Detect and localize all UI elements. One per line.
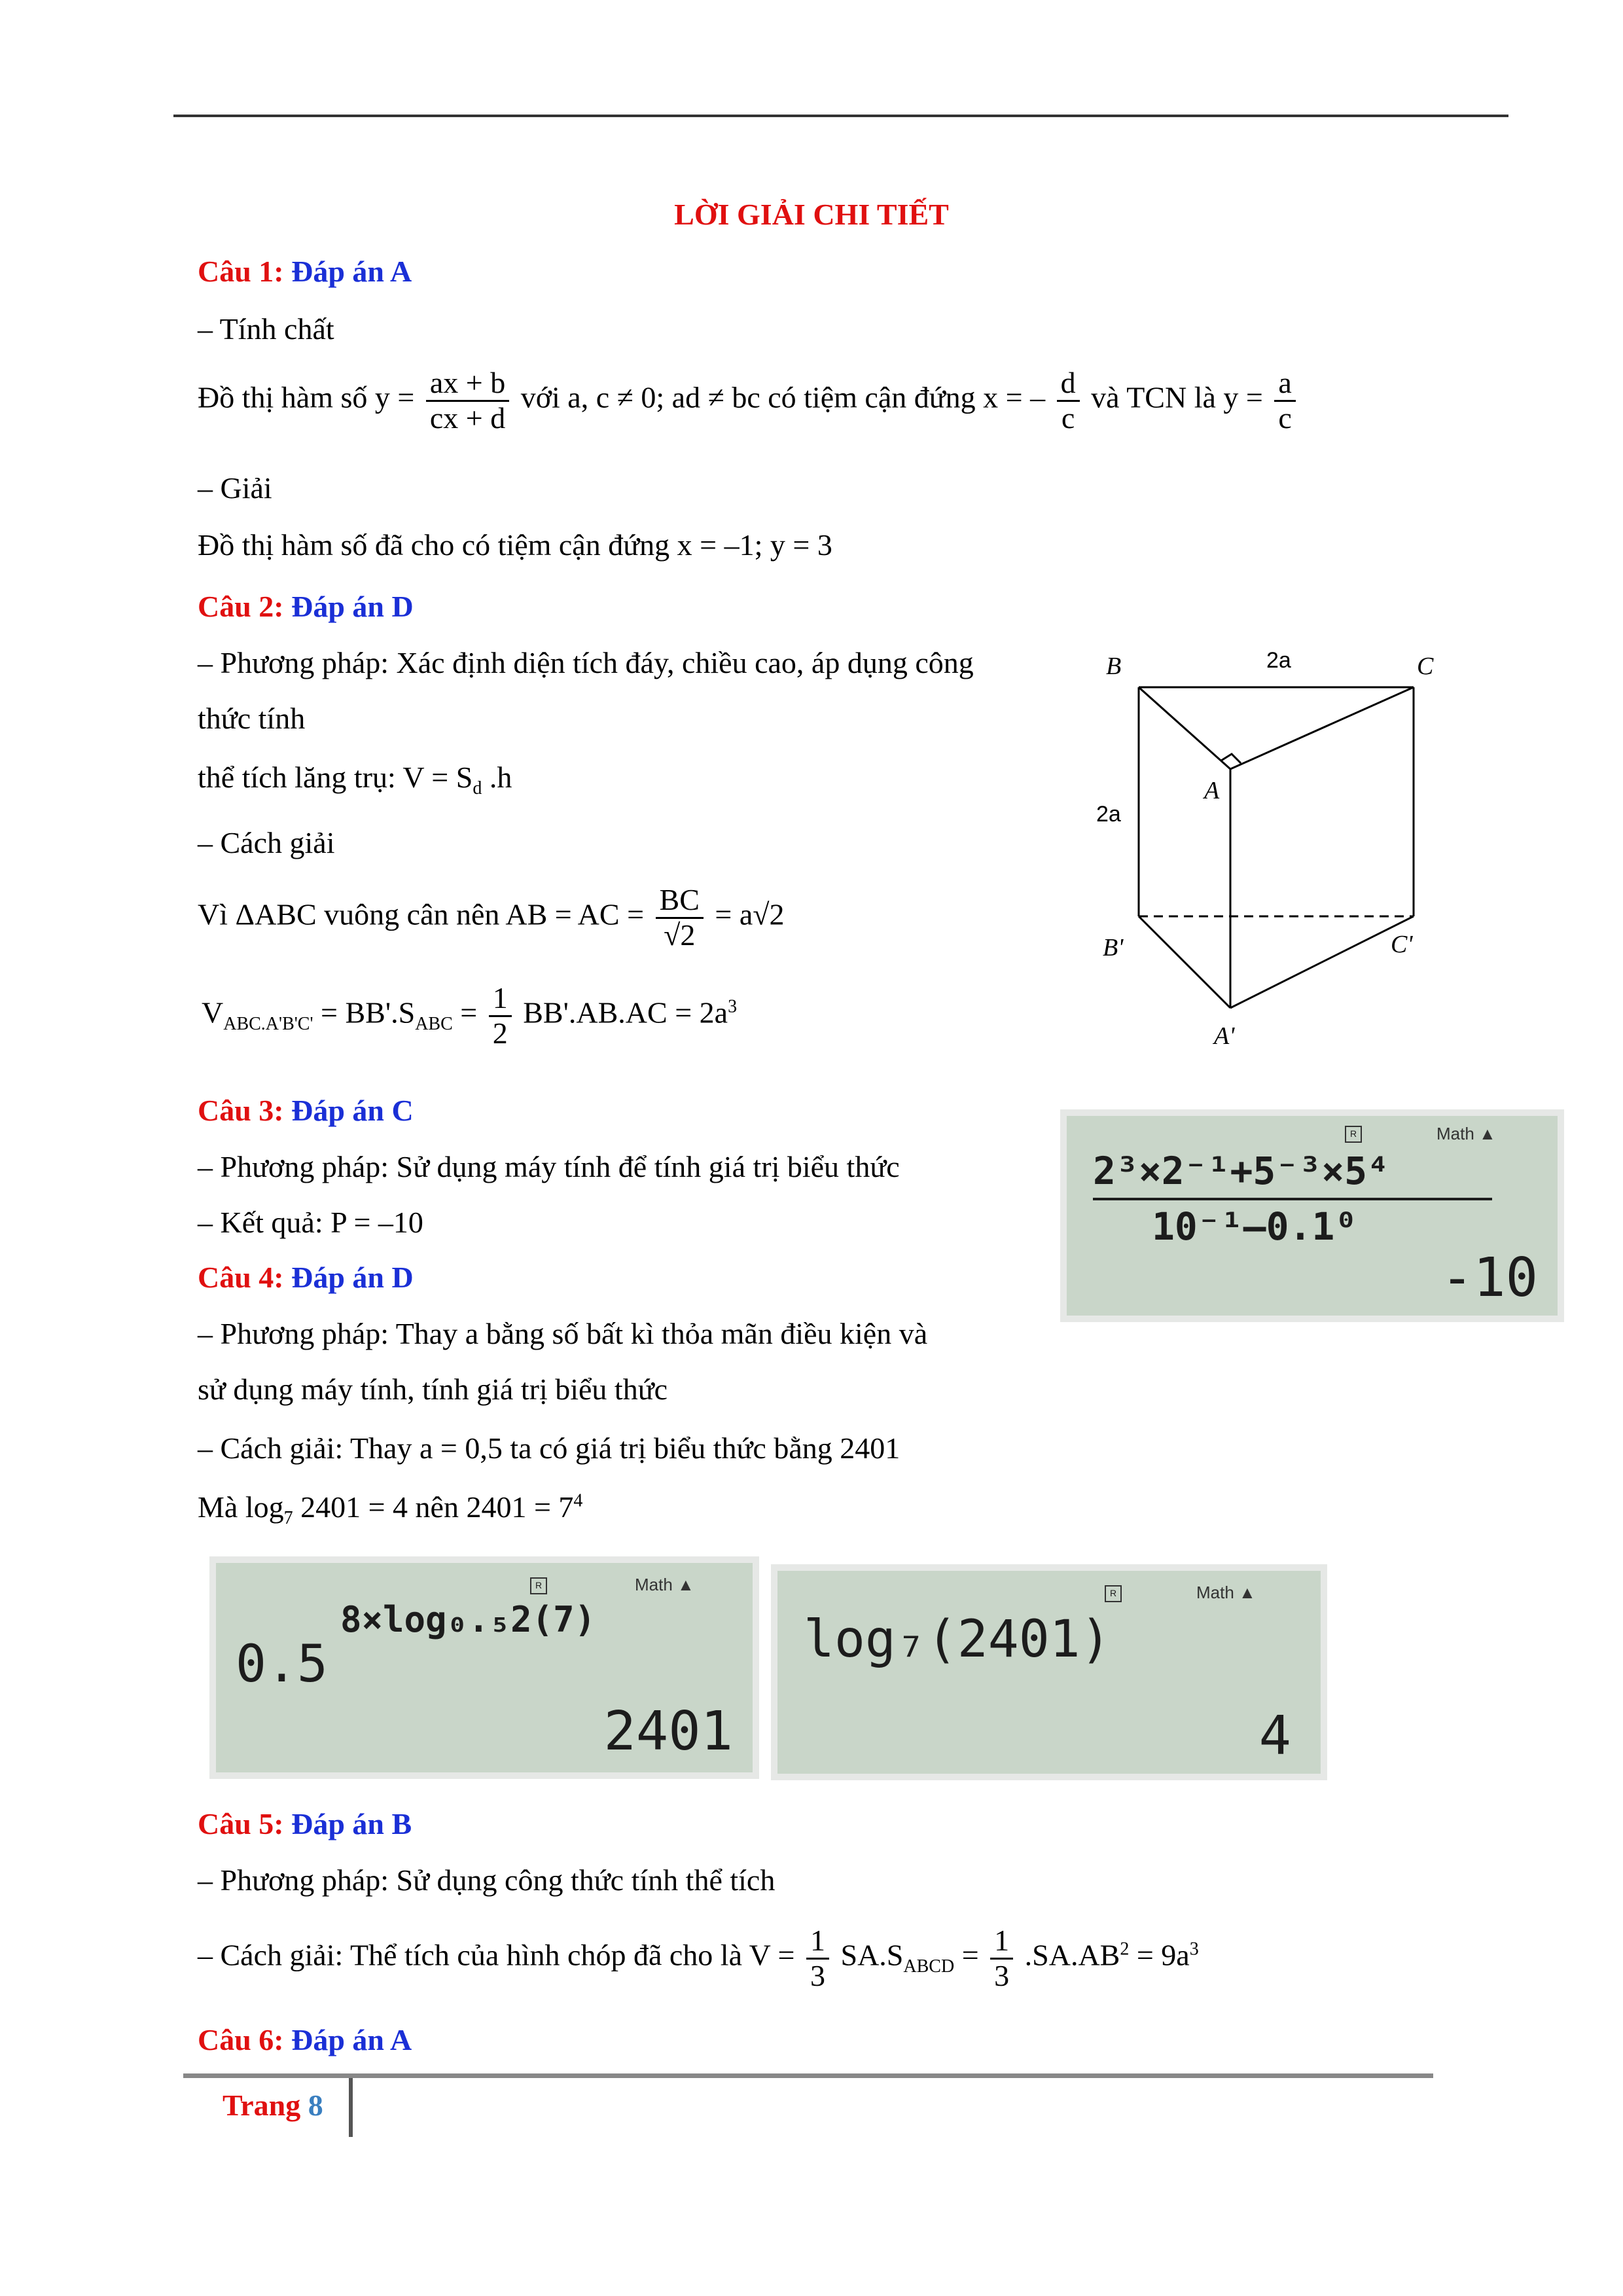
calc-fraction-bar [1093, 1198, 1492, 1200]
calc-indicator: R [530, 1577, 547, 1594]
q1-text-a: Đồ thị hàm số y = [198, 380, 415, 414]
calculator-display-q4-b [771, 1564, 1327, 1780]
q4-line-b: 2401 = 4 nên 2401 = 7 [293, 1490, 574, 1524]
question-5-title [198, 1806, 412, 1841]
q5-sup1: 2 [1120, 1939, 1130, 1960]
page-label: Trang [223, 2089, 301, 2122]
q5-frac2-den: 3 [994, 1958, 1010, 1992]
question-5-label: Câu 5: [198, 1807, 284, 1840]
q5-solve-line [198, 1924, 1199, 1992]
q5-solve-d: .SA.AB [1024, 1938, 1120, 1972]
q2-vol-sub: ABC.A'B'C' [223, 1013, 313, 1034]
q2-half-den: 2 [492, 1016, 508, 1050]
page-title: LỜI GIẢI CHI TIẾT [674, 198, 949, 231]
question-2-title [198, 589, 414, 624]
calc-output: 4 [1258, 1705, 1291, 1767]
q1-text-b: với a, c ≠ 0; ad ≠ bc có tiệm cận đứng x = – [520, 380, 1046, 414]
question-6-label: Câu 6: [198, 2023, 284, 2056]
q1-solve-label: – Giải [198, 471, 272, 505]
q2-method-line1: – Phương pháp: Xác định diện tích đáy, chiều cao, áp dụng công [198, 646, 974, 679]
question-2-answer: Đáp án D [291, 590, 414, 623]
calc-denominator: 10⁻¹–0.1⁰ [1152, 1204, 1358, 1249]
q2-vol-a: V [202, 996, 224, 1030]
calculator-display-q3 [1060, 1109, 1564, 1322]
q1-fraction-1 [426, 367, 509, 435]
q1-frac2-num: d [1057, 367, 1080, 402]
calc-output: 2401 [603, 1700, 733, 1763]
q1-property-line [198, 367, 1300, 435]
q4-log-line [198, 1489, 582, 1530]
q5-solve-b: SA.S [840, 1938, 904, 1972]
page-number: 8 [308, 2089, 323, 2122]
prism-figure [1086, 641, 1453, 1067]
question-5-answer: Đáp án B [291, 1807, 412, 1840]
q1-frac2-den: c [1061, 401, 1075, 435]
question-2-label: Câu 2: [198, 590, 284, 623]
q4-method-line1: – Phương pháp: Thay a bằng số bất kì thỏa mãn điều kiện và [198, 1317, 928, 1350]
right-angle-mark [1221, 754, 1241, 763]
q4-line-sup: 4 [573, 1490, 583, 1511]
calculator-display-q4-a [209, 1556, 759, 1779]
q2-solve-label: – Cách giải [198, 826, 335, 859]
q1-fraction-2 [1057, 367, 1080, 435]
q5-sup2: 3 [1189, 1939, 1199, 1960]
edge-ac-bottom [1230, 916, 1414, 1008]
q5-solve-a: – Cách giải: Thể tích của hình chóp đã cho là V = [198, 1938, 795, 1972]
label-a: A [1204, 777, 1220, 804]
q2-line-a: Vì ΔABC vuông cân nên AB = AC = [198, 897, 645, 931]
calc-mode: Math ▲ [1436, 1124, 1496, 1143]
calc-expression: log₇(2401) [804, 1610, 1111, 1669]
q2-ab-ac-line [198, 884, 785, 952]
q1-frac1-den: cx + d [429, 401, 506, 435]
calc-exponent: 8×log₀.₅2(7) [340, 1599, 596, 1640]
label-a-prime: A' [1214, 1022, 1235, 1050]
footer-rule [183, 2073, 1433, 2078]
q2-vol-sup: 3 [728, 996, 738, 1017]
q1-fraction-3 [1274, 367, 1295, 435]
q5-method: – Phương pháp: Sử dụng công thức tính thể tích [198, 1863, 776, 1897]
question-1-label: Câu 1: [198, 255, 284, 288]
q2-volume-line [202, 982, 737, 1050]
q5-solve-c: = [954, 1938, 979, 1972]
label-c-prime: C' [1391, 931, 1413, 958]
label-edge-top: 2a [1266, 648, 1291, 673]
q4-line-sub: 7 [283, 1508, 293, 1529]
q1-frac3-den: c [1278, 401, 1292, 435]
q4-line-a: Mà log [198, 1490, 284, 1524]
q5-fraction-2 [990, 1924, 1013, 1992]
q2-fraction-bc [656, 884, 704, 952]
label-b: B [1106, 653, 1122, 680]
page-footer [223, 2088, 323, 2123]
q2-half-num: 1 [489, 982, 512, 1017]
edge-ba [1139, 687, 1230, 769]
q2-m3-sub: d [473, 778, 482, 799]
question-1-answer: Đáp án A [291, 255, 412, 288]
question-4-title [198, 1260, 414, 1295]
calc-mode: Math ▲ [1196, 1583, 1256, 1602]
footer-divider [349, 2078, 353, 2137]
q4-solve: – Cách giải: Thay a = 0,5 ta có giá trị biểu thức bằng 2401 [198, 1431, 901, 1465]
q5-sub1: ABCD [903, 1956, 955, 1977]
q2-method-line2: thức tính [198, 702, 306, 735]
q3-method: – Phương pháp: Sử dụng máy tính để tính giá trị biểu thức [198, 1150, 900, 1183]
q2-fraction-half [489, 982, 512, 1050]
q2-vol-d: BB'.AB.AC = 2a [523, 996, 728, 1030]
q1-frac1-num: ax + b [426, 367, 509, 402]
q1-property-label: – Tính chất [198, 312, 334, 346]
q1-text-c: và TCN là y = [1091, 380, 1263, 414]
q2-vol-b: = BB'.S [313, 996, 416, 1030]
q5-frac1-den: 3 [810, 1958, 825, 1992]
q5-fraction-1 [806, 1924, 829, 1992]
q5-frac1-num: 1 [806, 1924, 829, 1960]
calc-output: -10 [1440, 1247, 1538, 1309]
label-c: C [1417, 653, 1434, 680]
q1-frac3-num: a [1274, 367, 1295, 402]
question-6-answer: Đáp án A [291, 2023, 412, 2056]
q5-solve-e: = 9a [1129, 1938, 1190, 1972]
label-b-prime: B' [1103, 934, 1124, 961]
q2-frac-den: √2 [664, 918, 696, 952]
question-4-label: Câu 4: [198, 1261, 284, 1294]
edge-ba-bottom [1139, 916, 1230, 1008]
q2-vol-sub2: ABC [415, 1013, 453, 1034]
q5-frac2-num: 1 [990, 1924, 1013, 1960]
calc-indicator: R [1105, 1585, 1122, 1602]
question-4-answer: Đáp án D [291, 1261, 414, 1294]
question-3-label: Câu 3: [198, 1094, 284, 1127]
q2-frac-num: BC [656, 884, 704, 919]
q2-method-line3 [198, 759, 512, 800]
label-edge-side: 2a [1096, 802, 1121, 827]
calc-expression: 0.5 [236, 1635, 328, 1694]
q3-result: – Kết quả: P = –10 [198, 1206, 423, 1239]
q2-m3-text: thể tích lăng trụ: V = S [198, 761, 473, 794]
q2-m3-text-b: .h [482, 761, 512, 794]
question-3-answer: Đáp án C [291, 1094, 414, 1127]
edge-ac [1230, 687, 1414, 769]
q1-result: Đồ thị hàm số đã cho có tiệm cận đứng x = –1; y = 3 [198, 528, 832, 562]
header-rule [173, 115, 1508, 117]
calc-mode: Math ▲ [635, 1575, 694, 1594]
q4-method-line2: sử dụng máy tính, tính giá trị biểu thức [198, 1372, 668, 1406]
calc-indicator: R [1345, 1126, 1362, 1143]
question-3-title [198, 1093, 414, 1128]
question-6-title [198, 2022, 412, 2057]
question-1-title [198, 254, 412, 289]
calc-numerator: 2³×2⁻¹+5⁻³×5⁴ [1093, 1149, 1390, 1193]
q2-line-b: = a√2 [715, 897, 785, 931]
q2-vol-c: = [452, 996, 478, 1030]
